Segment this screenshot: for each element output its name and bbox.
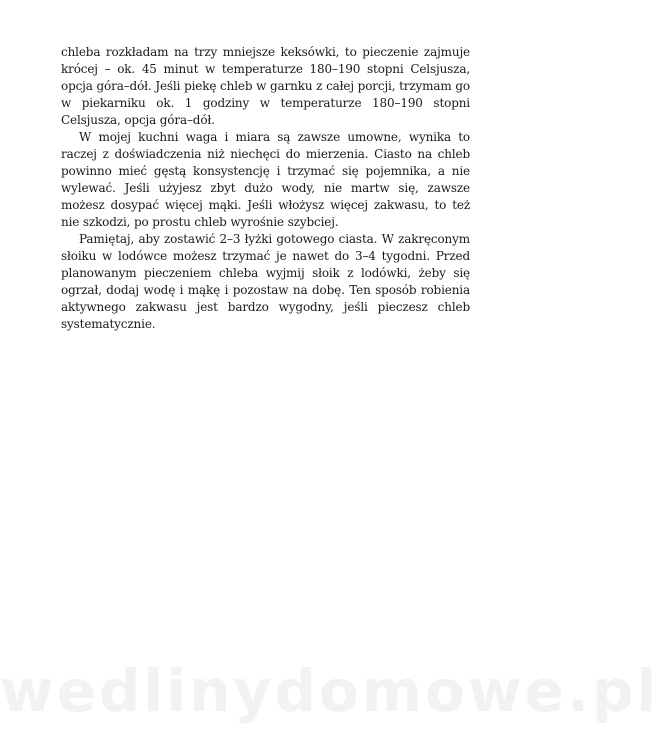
- body-text: [61, 44, 470, 333]
- paragraph-continuation: chleba rozkładam na trzy mniejsze keksówki, to pieczenie zajmuje krócej – ok. 45 minut w temperaturze 180–190 stopni Celsjusza, opcja góra–dół. Jeśli piekę chleb w garnku z całej porcji, trzymam go w piekarniku ok. 1 godziny w temperaturze 180–190 stopni Celsjusza, opcja góra–dół.: [61, 45, 470, 127]
- site-watermark: wedlinydomowe.pl: [0, 657, 659, 725]
- paragraph-measurements: W mojej kuchni waga i miara są zawsze umowne, wynika to raczej z doświadczenia niż niechęci do mierzenia. Ciasto na chleb powinno mieć gęstą konsystencję i trzymać się pojemnika, a nie wylewać. Jeśli użyjesz zbyt dużo wody, nie martw się, zawsze możesz dosypać więcej mąki. Jeśli włożysz więcej zakwasu, to też nie szkodzi, po prostu chleb wyrośnie szybciej.: [61, 130, 470, 229]
- paragraph-starter-storage: Pamiętaj, aby zostawić 2–3 łyżki gotowego ciasta. W zakręconym słoiku w lodówce możesz trzymać je nawet do 3–4 tygodni. Przed planowanym pieczeniem chleba wyjmij słoik z lodówki, żeby się ogrzał, dodaj wodę i mąkę i pozostaw na dobę. Ten sposób robienia aktywnego zakwasu jest bardzo wygodny, jeśli pieczesz chleb systematycznie.: [61, 232, 470, 331]
